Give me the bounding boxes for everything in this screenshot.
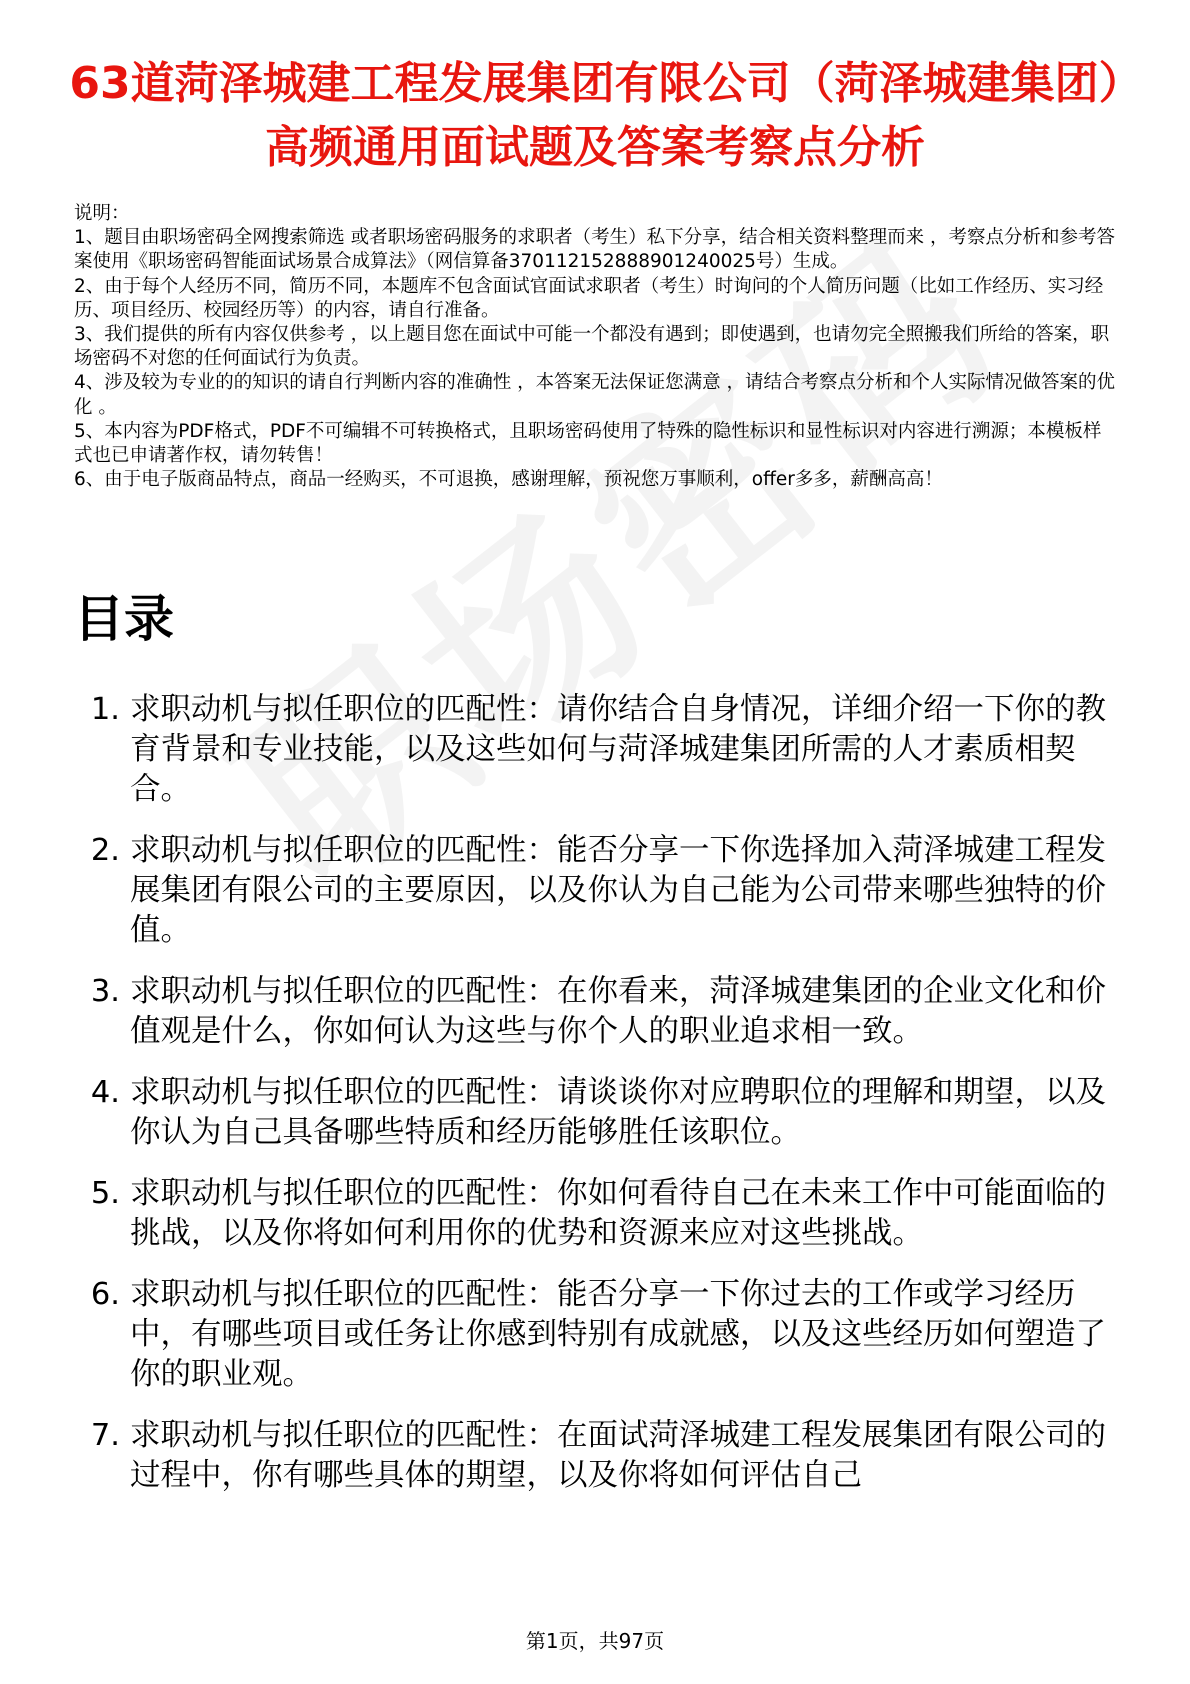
toc-item-text: 求职动机与拟任职位的匹配性：能否分享一下你过去的工作或学习经历中，有哪些项目或任务让你感到特别有成就感，以及这些经历如何塑造了你的职业观。: [130, 1277, 1106, 1392]
note-item-1: 1、题目由职场密码全网搜索筛选 或者职场密码服务的求职者（考生）私下分享，结合相关资料整理而来 ，考察点分析和参考答案使用《职场密码智能面试场景合成算法》（网信算备370112152888901240025号）生成。: [74, 227, 1116, 273]
toc-item-text: 求职动机与拟任职位的匹配性：你如何看待自己在未来工作中可能面临的挑战，以及你将如何利用你的优势和资源来应对这些挑战。: [130, 1176, 1106, 1251]
toc-item-text: 求职动机与拟任职位的匹配性：在面试菏泽城建工程发展集团有限公司的过程中，你有哪些具体的期望，以及你将如何评估自己: [130, 1418, 1106, 1493]
toc-list: [74, 690, 1124, 1517]
toc-item-number: 6.: [90, 1277, 120, 1312]
toc-item-text: 求职动机与拟任职位的匹配性：请你结合自身情况，详细介绍一下你的教育背景和专业技能，以及这些如何与菏泽城建集团所需的人才素质相契合。: [130, 692, 1106, 807]
toc-item-number: 2.: [90, 833, 120, 868]
toc-item-4[interactable]: [74, 1073, 1124, 1153]
toc-heading: 目录: [74, 590, 174, 648]
note-item-6: 6、由于电子版商品特点，商品一经购买，不可退换，感谢理解，预祝您万事顺利，offer多多，薪酬高高！: [74, 469, 943, 491]
toc-item-number: 5.: [90, 1176, 120, 1211]
note-item-4: 4、涉及较为专业的的知识的请自行判断内容的准确性 ，本答案无法保证您满意 ，请结合考察点分析和个人实际情况做答案的优化 。: [74, 372, 1116, 418]
toc-item-5[interactable]: [74, 1174, 1124, 1254]
toc-item-text: 求职动机与拟任职位的匹配性：能否分享一下你选择加入菏泽城建工程发展集团有限公司的主要原因，以及你认为自己能为公司带来哪些独特的价值。: [130, 833, 1106, 948]
toc-item-number: 1.: [90, 692, 120, 727]
toc-item-text: 求职动机与拟任职位的匹配性：在你看来，菏泽城建集团的企业文化和价值观是什么，你如何认为这些与你个人的职业追求相一致。: [130, 974, 1106, 1049]
notes-heading: 说明：: [74, 203, 130, 224]
toc-item-6[interactable]: [74, 1275, 1124, 1395]
toc-item-7[interactable]: [74, 1416, 1124, 1496]
toc-item-1[interactable]: [74, 690, 1124, 810]
toc-item-3[interactable]: [74, 972, 1124, 1052]
toc-item-number: 4.: [90, 1075, 120, 1110]
page-footer: 第1页，共97页: [525, 1629, 665, 1653]
document-title: 63道菏泽城建工程发展集团有限公司（菏泽城建集团）高频通用面试题及答案考察点分析: [69, 58, 1121, 173]
note-item-5: 5、本内容为PDF格式，PDF不可编辑不可转换格式，且职场密码使用了特殊的隐性标识和显性标识对内容进行溯源；本模板样式也已申请著作权，请勿转售！: [74, 420, 1102, 467]
note-item-3: 3、我们提供的所有内容仅供参考 ，以上题目您在面试中可能一个都没有遇到；即使遇到，也请勿完全照搬我们所给的答案，职场密码不对您的任何面试行为负责。: [74, 324, 1110, 370]
toc-item-number: 7.: [90, 1418, 120, 1453]
toc-item-text: 求职动机与拟任职位的匹配性：请谈谈你对应聘职位的理解和期望，以及你认为自己具备哪些特质和经历能够胜任该职位。: [130, 1075, 1106, 1150]
toc-item-number: 3.: [90, 974, 120, 1009]
toc-item-2[interactable]: [74, 831, 1124, 951]
notes-section: [74, 202, 1118, 492]
note-item-2: 2、由于每个人经历不同，简历不同，本题库不包含面试官面试求职者（考生）时询问的个人简历问题（比如工作经历、实习经历、项目经历、校园经历等）的内容，请自行准备。: [74, 275, 1104, 321]
